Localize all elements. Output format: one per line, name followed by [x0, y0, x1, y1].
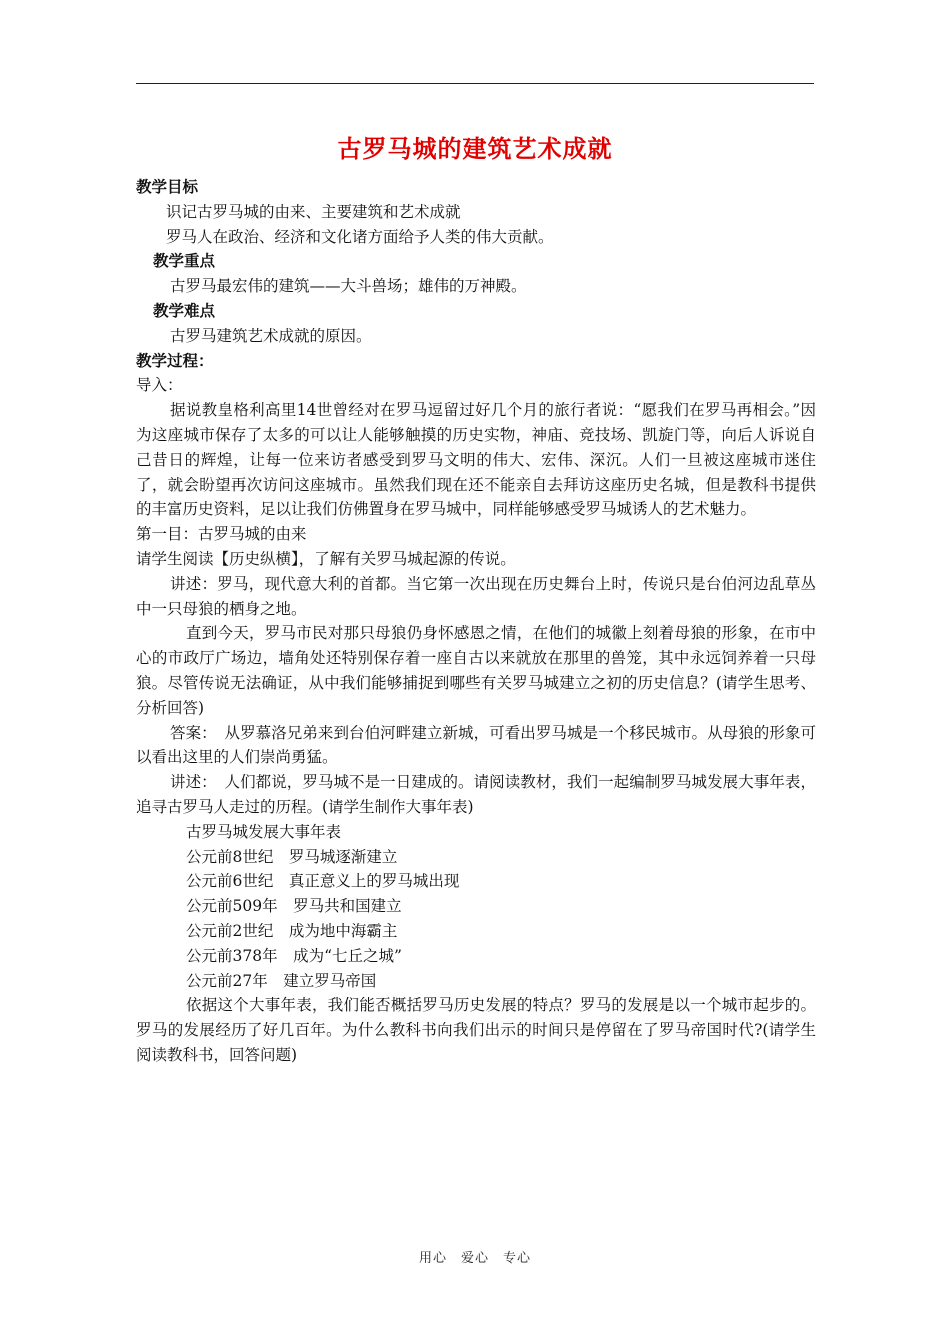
timeline-item: 公元前378年 成为“七丘之城” [186, 946, 402, 965]
explain-paragraph: 讲述：罗马，现代意大利的首都。当它第一次出现在历史舞台上时，传说只是台伯河边乱草丛中一只母狼的栖身之地。 [136, 574, 816, 618]
focus-heading: 教学重点 [153, 251, 216, 271]
objectives-heading: 教学目标 [136, 177, 199, 196]
conclusion-paragraph: 依据这个大事年表，我们能否概括罗马历史发展的特点？罗马的发展是以一个城市起步的。罗马的发展经历了好几百年。为什么教科书向我们出示的时间只是停留在了罗马帝国时代?(请学生阅读教科书，回答问题) [136, 996, 816, 1064]
document-title: 古罗马城的建筑艺术成就 [337, 134, 613, 163]
answer-paragraph: 答案： 从罗慕洛兄弟来到台伯河畔建立新城，可看出罗马城是一个移民城市。从母狼的形象可以看出这里的人们崇尚勇猛。 [136, 723, 816, 767]
read-prompt: 请学生阅读【历史纵横】，了解有关罗马城起源的传说。 [136, 549, 516, 568]
objective-item: 罗马人在政治、经济和文化诸方面给予人类的伟大贡献。 [166, 227, 554, 246]
wolf-paragraph: 直到今天，罗马市民对那只母狼仍身怀感恩之情，在他们的城徽上刻着母狼的形象，在市中心的市政厅广场边，墙角处还特别保存着一座自古以来就放在那里的兽笼，其中永远饲养着一只母狼。尽管传说无法确证，从中我们能够捕捉到哪些有关罗马城建立之初的历史信息？(请学生思考、分析回答) [136, 624, 816, 717]
document-body [136, 175, 816, 1068]
intro-label: 导入： [136, 376, 183, 395]
timeline-item: 公元前2世纪 成为地中海霸主 [186, 921, 398, 940]
page-footer: 用心 爱心 专心 [418, 1251, 531, 1266]
timeline-item: 公元前6世纪 真正意义上的罗马城出现 [186, 872, 460, 891]
difficulty-heading: 教学难点 [153, 300, 216, 320]
timeline-title: 古罗马城发展大事年表 [186, 822, 342, 841]
intro-paragraph: 据说教皇格利高里14世曾经对在罗马逗留过好几个月的旅行者说：“愿我们在罗马再相会。”因为这座城市保存了太多的可以让人能够触摸的历史实物，神庙、竞技场、凯旋门等，向后人诉说自己昔日的辉煌，让每一位来访者感受到罗马文明的伟大、宏伟、深沉。人们一旦被这座城市迷住了，就会盼望再次访问这座城市。虽然我们现在还不能亲自去拜访这座历史名城，但是教科书提供的丰富历史资料，足以让我们仿佛置身在罗马城中，同样能够感受罗马城诱人的艺术魅力。 [136, 401, 816, 519]
timeline-item: 公元前27年 建立罗马帝国 [186, 971, 377, 990]
focus-text: 古罗马最宏伟的建筑——大斗兽场；雄伟的万神殿。 [170, 277, 527, 296]
difficulty-text: 古罗马建筑艺术成就的原因。 [170, 326, 372, 345]
timeline-item: 公元前8世纪 罗马城逐渐建立 [186, 847, 398, 866]
objective-item: 识记古罗马城的由来、主要建筑和艺术成就 [166, 202, 461, 221]
timeline-item: 公元前509年 罗马共和国建立 [186, 897, 402, 916]
process-heading: 教学过程： [136, 350, 214, 370]
section-title: 第一目：古罗马城的由来 [136, 525, 307, 544]
explain-paragraph-2: 讲述： 人们都说，罗马城不是一日建成的。请阅读教材，我们一起编制罗马城发展大事年表，追寻古罗马人走过的历程。(请学生制作大事年表) [136, 773, 816, 816]
header-rule [136, 83, 814, 84]
